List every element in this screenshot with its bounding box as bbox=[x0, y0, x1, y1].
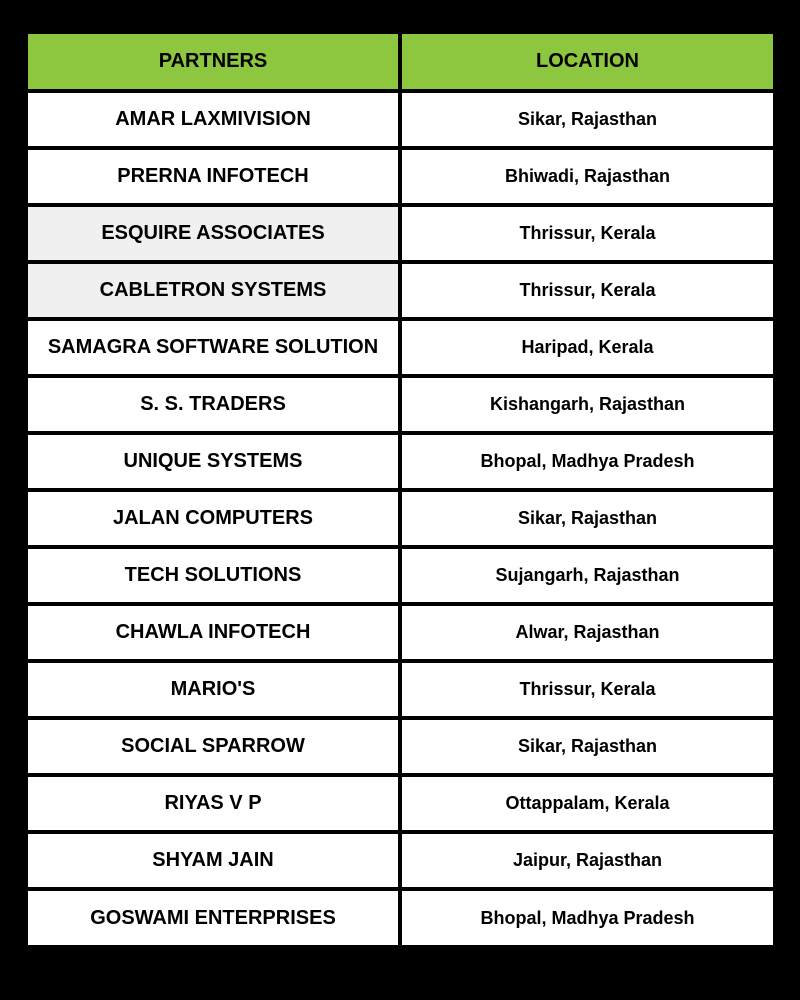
header-partners: PARTNERS bbox=[28, 34, 398, 89]
partner-cell: SHYAM JAIN bbox=[28, 834, 398, 887]
location-cell: Kishangarh, Rajasthan bbox=[402, 378, 773, 431]
table-row bbox=[28, 492, 773, 545]
location-cell: Sikar, Rajasthan bbox=[402, 93, 773, 146]
table-row bbox=[28, 150, 773, 203]
partner-cell: AMAR LAXMIVISION bbox=[28, 93, 398, 146]
partner-cell: JALAN COMPUTERS bbox=[28, 492, 398, 545]
table-row bbox=[28, 606, 773, 659]
location-cell: Ottappalam, Kerala bbox=[402, 777, 773, 830]
partner-cell: S. S. TRADERS bbox=[28, 378, 398, 431]
table-header-row bbox=[28, 34, 773, 89]
table-row bbox=[28, 891, 773, 945]
partner-cell: TECH SOLUTIONS bbox=[28, 549, 398, 602]
table-row bbox=[28, 663, 773, 716]
table-row bbox=[28, 93, 773, 146]
partners-table bbox=[28, 34, 773, 945]
partner-cell: MARIO'S bbox=[28, 663, 398, 716]
partner-cell: PRERNA INFOTECH bbox=[28, 150, 398, 203]
table-row bbox=[28, 321, 773, 374]
partner-cell: CABLETRON SYSTEMS bbox=[28, 264, 398, 317]
location-cell: Jaipur, Rajasthan bbox=[402, 834, 773, 887]
table-row bbox=[28, 777, 773, 830]
table-row bbox=[28, 834, 773, 887]
partner-cell: SOCIAL SPARROW bbox=[28, 720, 398, 773]
partner-cell: CHAWLA INFOTECH bbox=[28, 606, 398, 659]
table-row bbox=[28, 207, 773, 260]
partner-cell: RIYAS V P bbox=[28, 777, 398, 830]
location-cell: Thrissur, Kerala bbox=[402, 264, 773, 317]
location-cell: Alwar, Rajasthan bbox=[402, 606, 773, 659]
table-row bbox=[28, 435, 773, 488]
header-location: LOCATION bbox=[402, 34, 773, 89]
location-cell: Haripad, Kerala bbox=[402, 321, 773, 374]
partner-cell: GOSWAMI ENTERPRISES bbox=[28, 891, 398, 945]
partner-cell: SAMAGRA SOFTWARE SOLUTION bbox=[28, 321, 398, 374]
partner-cell: ESQUIRE ASSOCIATES bbox=[28, 207, 398, 260]
location-cell: Bhiwadi, Rajasthan bbox=[402, 150, 773, 203]
location-cell: Sikar, Rajasthan bbox=[402, 720, 773, 773]
location-cell: Bhopal, Madhya Pradesh bbox=[402, 891, 773, 945]
location-cell: Sikar, Rajasthan bbox=[402, 492, 773, 545]
table-row bbox=[28, 549, 773, 602]
table-row bbox=[28, 378, 773, 431]
location-cell: Thrissur, Kerala bbox=[402, 207, 773, 260]
table-row bbox=[28, 720, 773, 773]
partner-cell: UNIQUE SYSTEMS bbox=[28, 435, 398, 488]
location-cell: Bhopal, Madhya Pradesh bbox=[402, 435, 773, 488]
table-row bbox=[28, 264, 773, 317]
location-cell: Thrissur, Kerala bbox=[402, 663, 773, 716]
location-cell: Sujangarh, Rajasthan bbox=[402, 549, 773, 602]
